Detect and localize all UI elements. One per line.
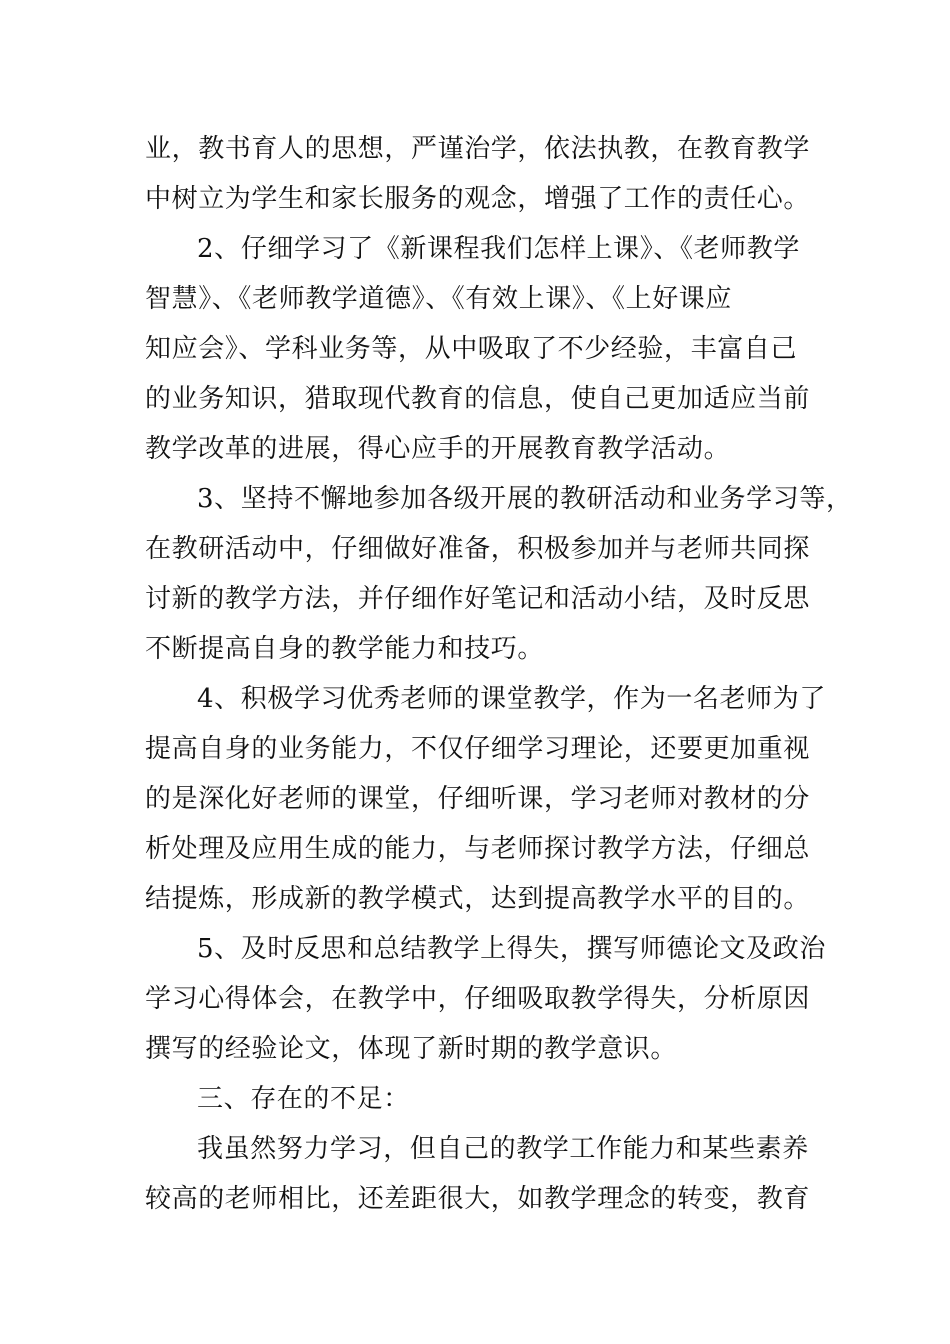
paragraph-start-line: 4、积极学习优秀老师的课堂教学，作为一名老师为了 — [197, 684, 826, 714]
text-line: 的业务知识，猎取现代教育的信息，使自己更加适应当前 — [145, 384, 811, 414]
section-heading: 三、存在的不足： — [197, 1084, 410, 1114]
paragraph-start-line: 5、及时反思和总结教学上得失，撰写师德论文及政治 — [197, 934, 826, 964]
text-line: 的是深化好老师的课堂，仔细听课，学习老师对教材的分 — [145, 784, 811, 814]
text-line: 学习心得体会，在教学中，仔细吸取教学得失，分析原因 — [145, 984, 811, 1014]
text-line: 中树立为学生和家长服务的观念，增强了工作的责任心。 — [145, 184, 811, 214]
paragraph-start-line: 2、仔细学习了《新课程我们怎样上课》、《老师教学 — [197, 234, 800, 264]
text-line: 业，教书育人的思想，严谨治学，依法执教，在教育教学 — [145, 134, 811, 164]
text-line: 较高的老师相比，还差距很大，如教学理念的转变，教育 — [145, 1184, 811, 1214]
text-line: 结提炼，形成新的教学模式，达到提高教学水平的目的。 — [145, 884, 811, 914]
text-line: 知应会》、学科业务等，从中吸取了不少经验，丰富自己 — [145, 334, 798, 364]
text-line: 教学改革的进展，得心应手的开展教育教学活动。 — [145, 434, 731, 464]
text-line: 提高自身的业务能力，不仅仔细学习理论，还要更加重视 — [145, 734, 811, 764]
text-line: 讨新的教学方法，并仔细作好笔记和活动小结，及时反思 — [145, 584, 811, 614]
paragraph-start-line: 3、坚持不懈地参加各级开展的教研活动和业务学习等， — [197, 484, 853, 514]
text-line: 析处理及应用生成的能力，与老师探讨教学方法，仔细总 — [145, 834, 811, 864]
text-line: 在教研活动中，仔细做好准备，积极参加并与老师共同探 — [145, 534, 811, 564]
text-line: 撰写的经验论文，体现了新时期的教学意识。 — [145, 1034, 678, 1064]
paragraph-start-line: 我虽然努力学习，但自己的教学工作能力和某些素养 — [197, 1134, 809, 1164]
text-line: 不断提高自身的教学能力和技巧。 — [145, 634, 545, 664]
text-line: 智慧》、《老师教学道德》、《有效上课》、《上好课应 — [145, 284, 733, 314]
